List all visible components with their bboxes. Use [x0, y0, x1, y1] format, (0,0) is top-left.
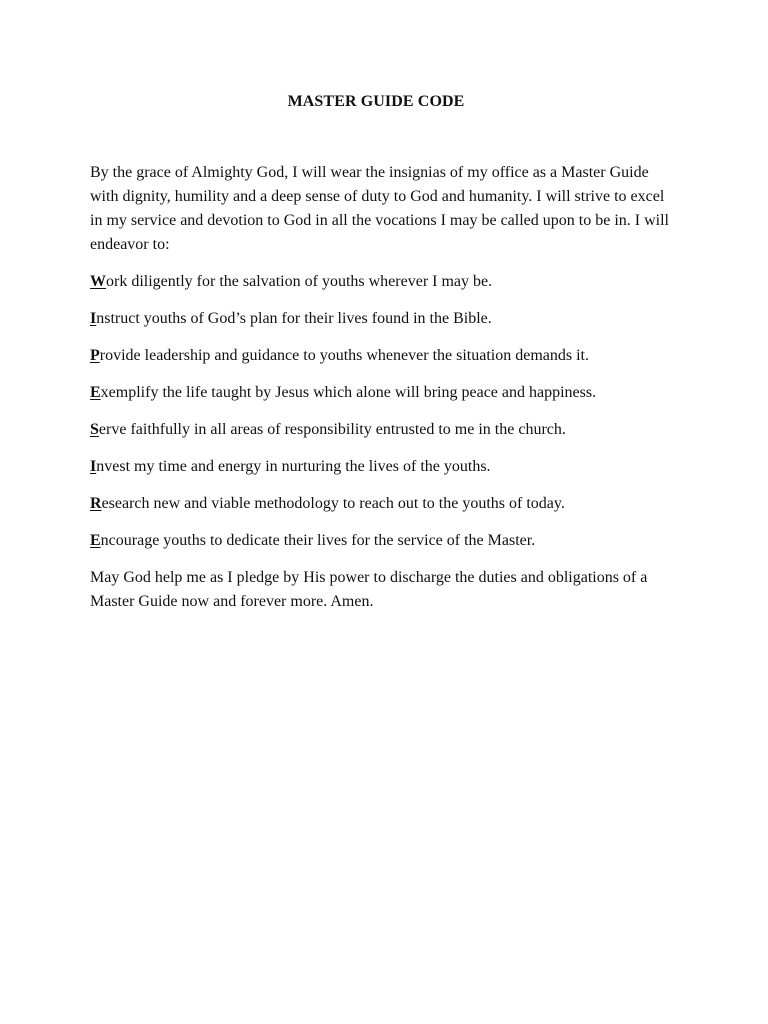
pledge-list	[90, 270, 680, 553]
pledge-initial-letter: S	[90, 421, 99, 438]
pledge-initial-letter: E	[90, 532, 101, 549]
pledge-text: rovide leadership and guidance to youths whenever the situation demands it.	[99, 347, 589, 364]
closing-paragraph: May God help me as I pledge by His power to discharge the duties and obligations of a Master Guide now and forever more. Amen.	[90, 569, 648, 610]
document-title: MASTER GUIDE CODE	[287, 93, 465, 110]
pledge-item	[90, 381, 680, 405]
pledge-initial-letter: I	[90, 458, 97, 475]
pledge-text: xemplify the life taught by Jesus which alone will bring peace and happiness.	[100, 384, 597, 401]
pledge-text: erve faithfully in all areas of responsibility entrusted to me in the church.	[98, 421, 566, 438]
pledge-text: nvest my time and energy in nurturing the lives of the youths.	[96, 458, 491, 475]
pledge-item	[90, 529, 680, 553]
intro-paragraph: By the grace of Almighty God, I will wear the insignias of my office as a Master Guide with dignity, humility and a deep sense of duty to God and humanity. I will strive to excel in my service and devotion to God in all the vocations I may be called upon to be in. I will endeavor to:	[90, 164, 669, 253]
pledge-item	[90, 307, 680, 331]
pledge-initial-letter: R	[90, 495, 102, 512]
pledge-item	[90, 344, 680, 368]
pledge-text: ncourage youths to dedicate their lives for the service of the Master.	[100, 532, 536, 549]
pledge-text: nstruct youths of God’s plan for their lives found in the Bible.	[96, 310, 492, 327]
pledge-text: ork diligently for the salvation of youths wherever I may be.	[106, 273, 493, 290]
pledge-item	[90, 418, 680, 442]
document-body	[90, 161, 680, 614]
pledge-text: esearch new and viable methodology to reach out to the youths of today.	[101, 495, 565, 512]
pledge-initial-letter: E	[90, 384, 101, 401]
pledge-item	[90, 270, 680, 294]
pledge-initial-letter: W	[90, 273, 106, 290]
pledge-initial-letter: P	[90, 347, 100, 364]
pledge-item	[90, 492, 680, 516]
pledge-item	[90, 455, 680, 479]
pledge-initial-letter: I	[90, 310, 97, 327]
